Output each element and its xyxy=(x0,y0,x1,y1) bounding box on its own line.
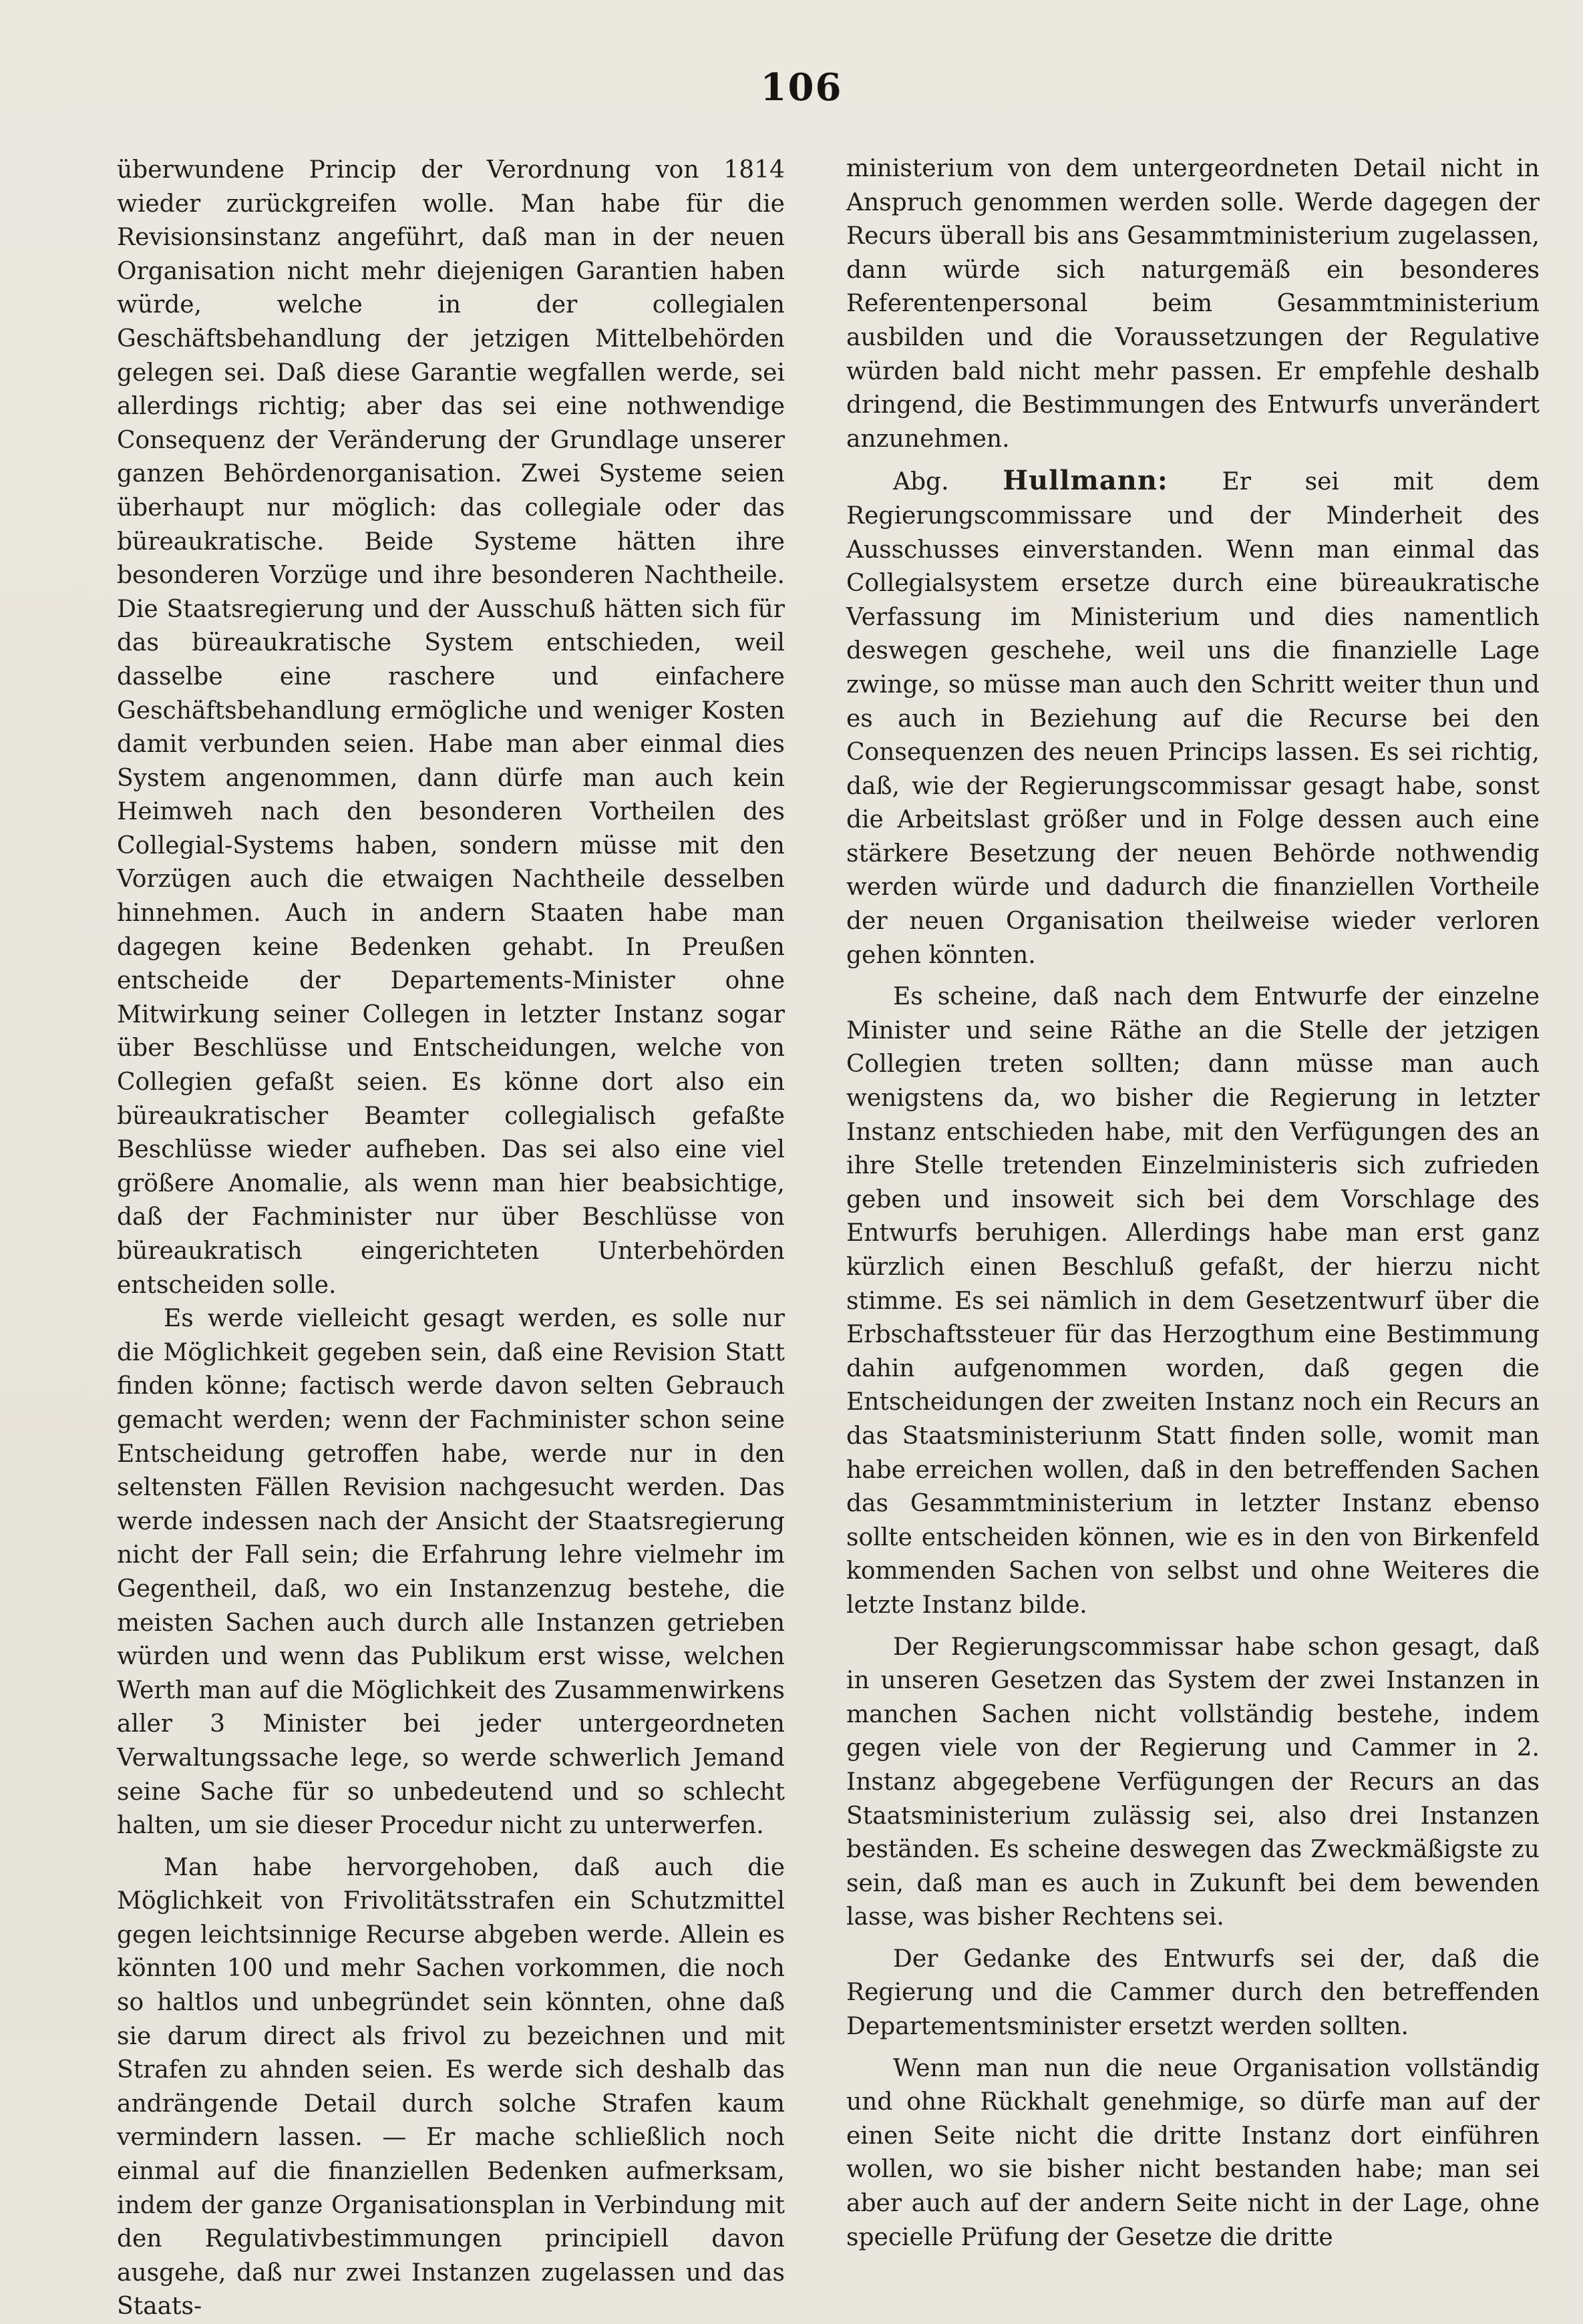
paragraph: Es scheine, daß nach dem Entwurfe der einzelne Minister und seine Räthe an die Stelle der jetzigen Collegien treten sollten; dann müsse man auch wenigstens da, wo bisher die Regierung in letzter Instanz entschieden habe, mit den Verfügungen des an ihre Stelle tretenden Einzelministeris sich zufrieden geben und insoweit sich bei dem Vorschlage des Entwurfs beruhigen. Allerdings habe man erst ganz kürzlich einen Beschluß gefaßt, der hierzu nicht stimme. Es sei nämlich in dem Gesetzentwurf über die Erbschaftssteuer für das Herzogthum eine Bestimmung dahin aufgenommen worden, daß gegen die Entscheidungen der zweiten Instanz noch ein Recurs an das Staatsministeriunm Statt finden solle, womit man habe erreichen wollen, daß in den betreffenden Sachen das Gesammtministerium in letzter Instanz ebenso sollte entscheiden können, wie es in den von Birkenfeld kommenden Sachen von selbst und ohne Weiteres die letzte Instanz bilde. xyxy=(846,983,1540,1619)
paragraph: überwundene Princip der Verordnung von 1814 wieder zurückgreifen wolle. Man habe für die Revisionsinstanz angeführt, daß man in der neuen Organisation nicht mehr diejenigen Garantien haben würde, welche in der collegialen Geschäftsbehandlung der jetzigen Mittelbehörden gelegen sei. Daß diese Garantie wegfallen werde, sei allerdings richtig; aber das sei eine nothwendige Consequenz der Veränderung der Grundlage unserer ganzen Behördenorganisation. Zwei Systeme seien überhaupt nur möglich: das collegiale oder das büreaukratische. Beide Systeme hätten ihre besonderen Vorzüge und ihre besonderen Nachtheile. Die Staatsregierung und der Ausschuß hätten sich für das büreaukratische System entschieden, weil dasselbe eine raschere und einfachere Geschäftsbehandlung ermögliche und weniger Kosten damit verbunden seien. Habe man aber einmal dies System angenommen, dann dürfe man auch kein Heimweh nach den besonderen Vortheilen des Collegial-Systems haben, sondern müsse mit den Vorzügen auch die etwaigen Nachtheile desselben hinnehmen. Auch in andern Staaten habe man dagegen keine Bedenken gehabt. In Preußen entscheide der Departements-Minister ohne Mitwirkung seiner Collegen in letzter Instanz sogar über Beschlüsse und Entscheidungen, welche von Collegien gefaßt seien. Es könne dort also ein büreaukratischer Beamter collegialisch gefaßte Beschlüsse wieder aufheben. Das sei also eine viel größere Anomalie, als wenn man hier beabsichtige, daß der Fachminister nur über Beschlüsse von büreaukratisch eingerichteten Unterbehörden entscheiden solle. xyxy=(117,156,785,1299)
paragraph: Man habe hervorgehoben, daß auch die Möglichkeit von Frivolitätsstrafen ein Schutzmittel gegen leichtsinnige Recurse abgeben werde. Allein es könnten 100 und mehr Sachen vorkommen, die noch so haltlos und unbegründet sein könnten, ohne daß sie darum direct als frivol zu bezeichnen und mit Strafen zu ahnden seien. Es werde sich deshalb das andrängende Detail durch solche Strafen kaum vermindern lassen. — Er mache schließlich noch einmal auf die finanziellen Bedenken aufmerksam, indem der ganze Organisationsplan in Verbindung mit den Regulativbestimmungen principiell davon ausgehe, daß nur zwei Instanzen zugelassen und das Staats- xyxy=(117,1853,785,2321)
page-number: 106 xyxy=(760,65,843,110)
right-column xyxy=(846,152,1540,2255)
speaker-text: Er sei mit dem Regierungscommissare und der Minderheit des Ausschusses einverstanden. Wenn man einmal das Collegialsystem ersetze durch eine büreaukratische Verfassung im Ministerium und dies namentlich deswegen geschehe, weil uns die finanzielle Lage zwinge, so müsse man auch den Schritt weiter thun und es auch in Beziehung auf die Recurse bei den Consequenzen des neuen Princips lassen. Es sei richtig, daß, wie der Regierungscommissar gesagt habe, sonst die Arbeitslast größer und in Folge dessen auch eine stärkere Besetzung der neuen Behörde nothwendig werden würde und dadurch die finanziellen Vortheile der neuen Organisation theilweise wieder verloren gehen könnten. xyxy=(846,468,1540,969)
paragraph: Der Gedanke des Entwurfs sei der, daß die Regierung und die Cammer durch den betreffenden Departementsminister ersetzt werden sollten. xyxy=(846,1945,1540,2041)
left-column xyxy=(117,154,785,2324)
speaker-prefix: Abg. xyxy=(893,468,949,496)
paragraph: Es werde vielleicht gesagt werden, es solle nur die Möglichkeit gegeben sein, daß eine Revision Statt finden könne; factisch werde davon selten Gebrauch gemacht werden; wenn der Fachminister schon seine Entscheidung getroffen habe, werde nur in den seltensten Fällen Revision nachgesucht werden. Das werde indessen nach der Ansicht der Staatsregierung nicht der Fall sein; die Erfahrung lehre vielmehr im Gegentheil, daß, wo ein Instanzenzug bestehe, die meisten Sachen auch durch alle Instanzen getrieben würden und wenn das Publikum erst wisse, welchen Werth man auf die Möglichkeit des Zusammenwirkens aller 3 Minister bei jeder untergeordneten Verwaltungssache lege, so werde schwerlich Jemand seine Sache für so unbedeutend und so schlecht halten, um sie dieser Procedur nicht zu unterwerfen. xyxy=(117,1305,785,1840)
paragraph: Der Regierungscommissar habe schon gesagt, daß in unseren Gesetzen das System der zwei Instanzen in manchen Sachen nicht vollständig bestehe, indem gegen viele von der Regierung und Cammer in 2. Instanz abgegebene Verfügungen der Recurs an das Staatsministerium zulässig sei, also drei Instanzen beständen. Es scheine deswegen das Zweckmäßigste zu sein, daß man es auch in Zukunft bei dem bewenden lasse, was bisher Rechtens sei. xyxy=(846,1633,1540,1931)
speaker-paragraph xyxy=(846,464,1540,972)
speaker-name: Hullmann: xyxy=(1003,465,1168,497)
paragraph: Wenn man nun die neue Organisation vollständig und ohne Rückhalt genehmige, so dürfe man auf der einen Seite nicht die dritte Instanz dort einführen wollen, wo sie bisher nicht bestanden habe; man sei aber auch auf der andern Seite nicht in der Lage, ohne specielle Prüfung der Gesetze die dritte xyxy=(846,2054,1540,2251)
paragraph: ministerium von dem untergeordneten Detail nicht in Anspruch genommen werden solle. Werde dagegen der Recurs überall bis ans Gesammtministerium zugelassen, dann würde sich naturgemäß ein besonderes Referentenpersonal beim Gesammtministerium ausbilden und die Voraussetzungen der Regulative würden bald nicht mehr passen. Er empfehle deshalb dringend, die Bestimmungen des Entwurfs unverändert anzunehmen. xyxy=(846,155,1540,453)
